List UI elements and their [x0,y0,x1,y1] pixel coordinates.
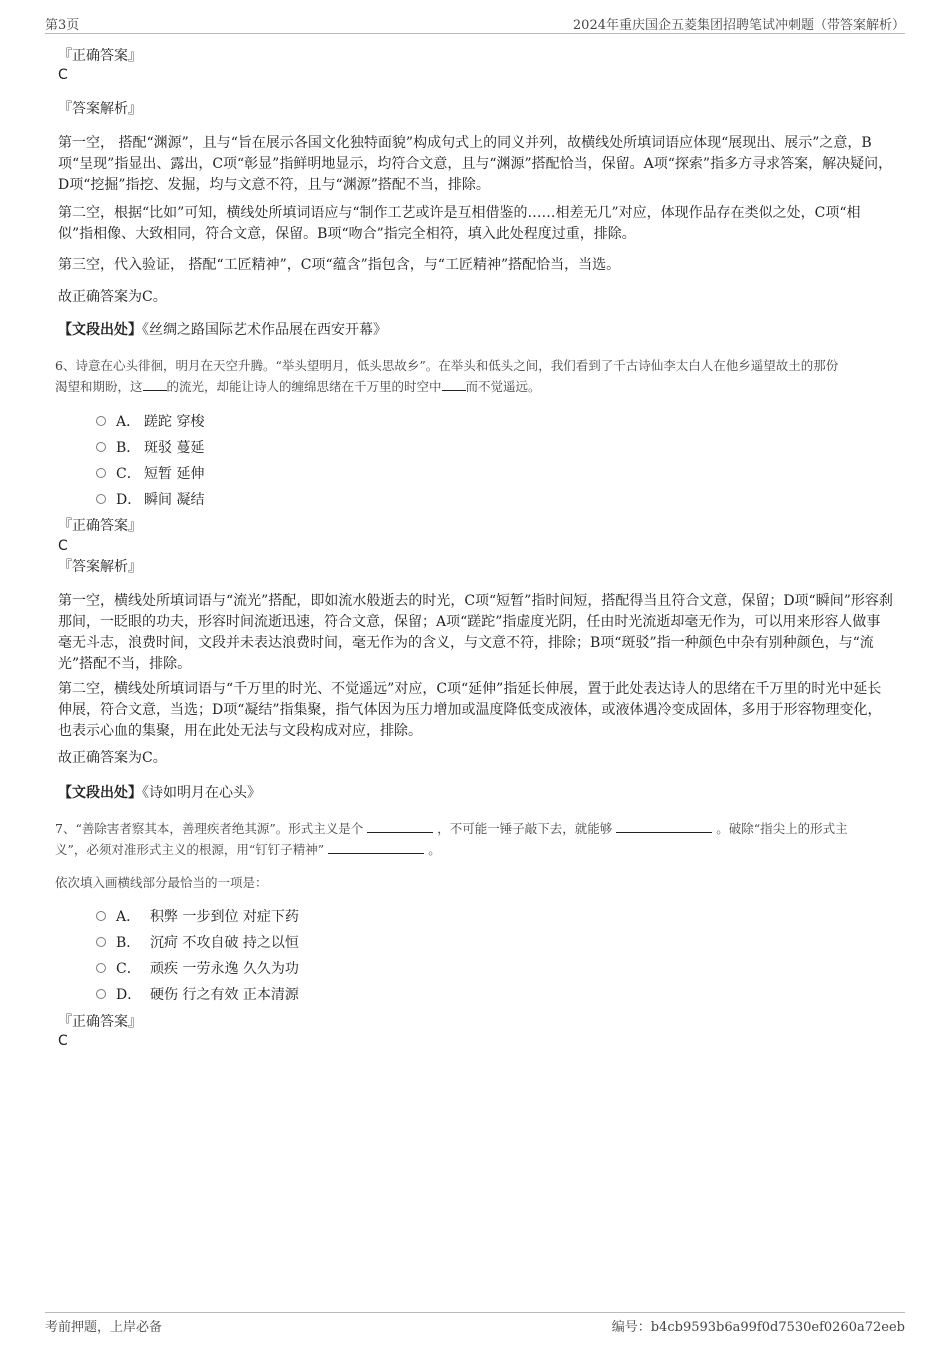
radio-icon[interactable] [96,989,106,999]
q5-answer: C [58,67,68,83]
q6-stem-line1: 6、诗意在心头徘徊，明月在天空升腾。“举头望明月，低头思故乡”。在举头和低头之间，我们看到了千古诗仙李太白人在他乡遥望故土的那份 [55,358,839,373]
q7-answer: C [58,1033,68,1049]
q7-option-a[interactable]: A． 积弊 一步到位 对症下药 [96,906,299,928]
radio-icon[interactable] [96,494,106,504]
q6-stem-part3: 而不觉遥远。 [465,379,541,394]
q6-source-title: 《诗如明月在心头》 [142,785,261,801]
radio-icon[interactable] [96,416,106,426]
page-header [45,14,905,34]
q6-option-a[interactable]: A． 蹉跎 穿梭 [96,411,204,433]
q7-blank-2 [616,819,712,833]
q6-analysis-p2: 第二空，横线处所填词语与“千万里的时光、不觉遥远”对应，C项“延伸”指延长伸展，置于此处表达诗人的思绪在千万里的时光中延长伸展，符合文意，当选；D项“凝结”指集聚，指气体因为压力增加或温度降低变成液体，或液体遇冷变成固体，多用于形容物理变化，也表示心血的集聚，用在此处无法与文段构成对应，排除。 [58,681,882,739]
q6-analysis-label: 『答案解析』 [58,559,142,575]
q6-option-d[interactable]: D． 瞬间 凝结 [96,489,204,511]
q6-option-b[interactable]: B． 斑驳 蔓延 [96,437,204,459]
q5-analysis-p3: 第三空，代入验证， 搭配“工匠精神”，C项“蕴含”指包含，与“工匠精神”搭配恰当，当选。 [58,257,621,273]
q5-analysis-label: 『答案解析』 [58,101,142,117]
radio-icon[interactable] [96,911,106,921]
q7-stem-line2: 义”，必须对准形式主义的根源，用“钉钉子精神” 。 [55,842,441,857]
q5-conclusion: 故正确答案为C。 [58,289,167,305]
q6-conclusion: 故正确答案为C。 [58,750,167,766]
radio-icon[interactable] [96,468,106,478]
q7-blank-1 [367,819,433,833]
q7-option-d[interactable]: D． 硬伤 行之有效 正本清源 [96,984,299,1006]
q6-stem-line2 [55,376,900,397]
q7-prompt: 依次填入画横线部分最恰当的一项是： [55,875,268,890]
radio-icon[interactable] [96,937,106,947]
q7-stem-line1: 7、“善除害者察其本，善理疾者绝其源”。形式主义是个 ，不可能一锤子敲下去，就能够 。破除“指尖上的形式主 [55,821,848,836]
q5-analysis-p1: 第一空， 搭配“渊源”，且与“旨在展示各国文化独特面貌”构成句式上的同义并列，故横线处所填词语应体现“展现出、展示”之意，B项“呈现”指显出、露出，C项“彰显”指鲜明地显示，均符合文意，且与“渊源”搭配恰当，保留。A项“探索”指多方寻求答案，解决疑问，D项“挖掘”指挖、发掘，均与文意不符，且与“渊源”搭配不当，排除。 [58,135,893,193]
q5-answer-label: 『正确答案』 [58,48,142,64]
q6-blank-1 [143,377,167,391]
radio-icon[interactable] [96,442,106,452]
q7-answer-label: 『正确答案』 [58,1014,142,1030]
document-title: 2024年重庆国企五菱集团招聘笔试冲刺题（带答案解析） [572,18,905,33]
q5-analysis-p2: 第二空，根据“比如”可知，横线处所填词语应与“制作工艺或许是互相借鉴的……相差无几”对应，体现作品存在类似之处，C项“相似”指相像、大致相同，符合文意，保留。B项“吻合”指完全相符，填入此处程度过重，排除。 [58,205,861,242]
q7-blank-3 [328,840,424,854]
q7-option-c[interactable]: C． 顽疾 一劳永逸 久久为功 [96,958,299,980]
footer-slogan: 考前押题，上岸必备 [45,1320,163,1335]
q6-stem-part1: 渴望和期盼，这 [55,379,143,394]
page-footer [45,1312,905,1334]
q7-option-b[interactable]: B． 沉疴 不攻自破 持之以恒 [96,932,299,954]
q6-stem [55,355,900,397]
page-number: 第3页 [45,18,80,33]
q5-source [58,320,387,341]
q6-blank-2 [442,377,466,391]
q6-source-label: 【文段出处】 [58,785,142,801]
q6-answer: C [58,538,68,554]
q5-source-title: 《丝绸之路国际艺术作品展在西安开幕》 [142,322,387,338]
q6-stem-part2: 的流光，却能让诗人的缠绵思绪在千万里的时空中 [166,379,442,394]
document-id: 编号：b4cb9593b6a99f0d7530ef0260a72eeb [611,1320,905,1335]
q5-source-label: 【文段出处】 [58,322,142,338]
q7-stem [55,818,900,860]
radio-icon[interactable] [96,963,106,973]
q6-option-c[interactable]: C． 短暂 延伸 [96,463,204,485]
q6-answer-label: 『正确答案』 [58,518,142,534]
q6-analysis-p1: 第一空，横线处所填词语与“流光”搭配，即如流水般逝去的时光，C项“短暂”指时间短，搭配得当且符合文意，保留；D项“瞬间”形容刹那间，一眨眼的功夫，形容时间流逝迅速，符合文意，保留；A项“蹉跎”指虚度光阴，任由时光流逝却毫无作为，可以用来形容人做事毫无斗志，浪费时间，文段并未表达浪费时间，毫无作为的含义，与文意不符，排除；B项“斑驳”指一种颜色中杂有别种颜色，与“流光”搭配不当，排除。 [58,593,893,672]
q6-source [58,783,261,804]
